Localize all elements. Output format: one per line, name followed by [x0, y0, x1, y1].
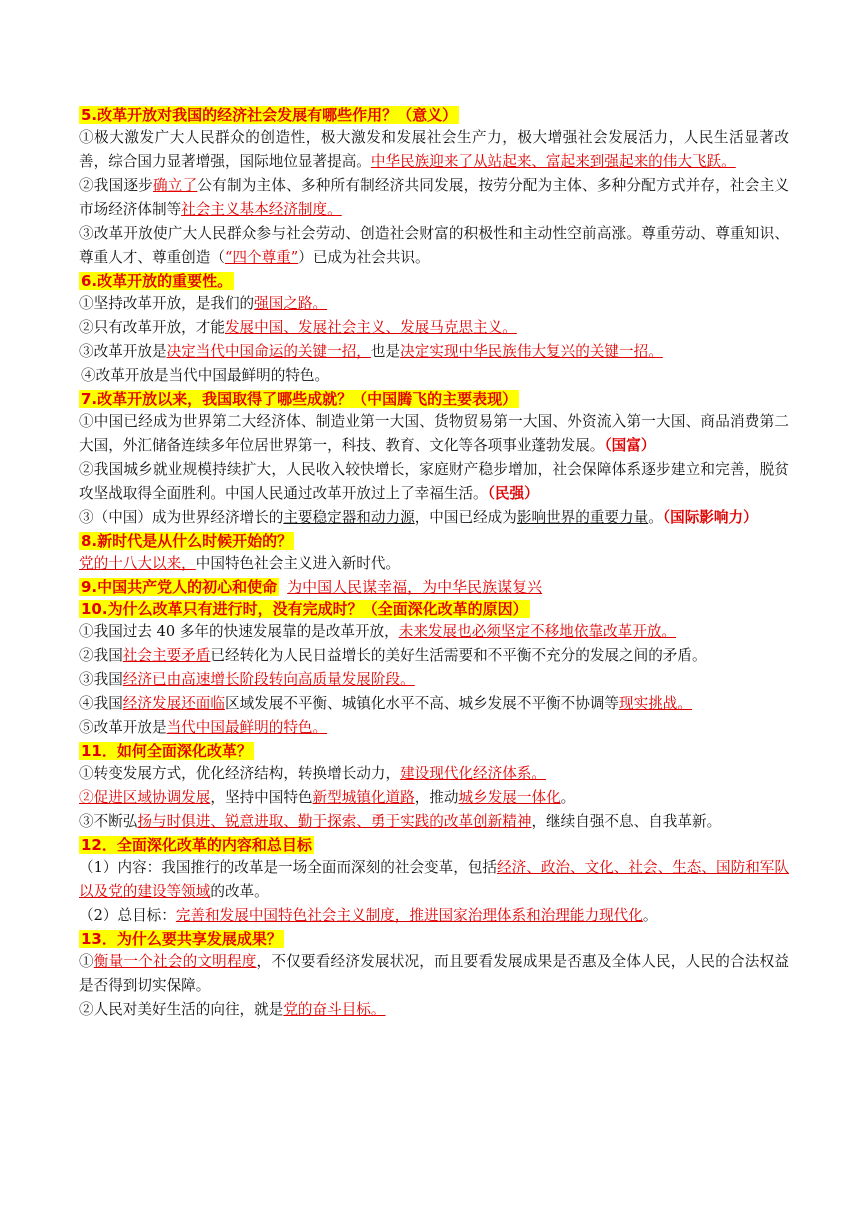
- q6-p2-text: ②只有改革开放，才能: [79, 319, 225, 336]
- q11-point-2: [79, 786, 789, 810]
- q13-p2-text: ②人民对美好生活的向往，就是: [79, 1001, 284, 1018]
- q12-p1-key: 经济、政治、文化、社会、生态、国防和军队以及党的建设等领域: [79, 859, 789, 900]
- q12-point-1: [79, 856, 789, 904]
- q5-p1-text: ①极大激发广大人民群众的创造性，极大激发和发展社会生产力，极大增强社会发展活力，人民生活显著改善，综合国力显著增强，国际地位显著提高。: [79, 129, 789, 170]
- q11-p3-key: 扬与时俱进、锐意进取、勤于探索、勇于实践的改革创新精神: [137, 813, 532, 830]
- q11-p1-text: ①转变发展方式，优化经济结构，转换增长动力，: [79, 765, 401, 782]
- q5-p3-text-b: ）已成为社会共识。: [298, 249, 430, 266]
- q5-p2-text-b: 公有制为主体、多种所有制经济共同发展，按劳分配为主体、多种分配方式并存，社会主义市场经济体制等: [79, 177, 789, 218]
- q5-p1-key: 中华民族迎来了从站起来、富起来到强起来的伟大飞跃。: [370, 153, 736, 170]
- q10-p2-text-a: ②我国: [79, 647, 123, 664]
- heading-q11-text: 11．如何全面深化改革？: [81, 742, 252, 760]
- q6-p4-text: ④改革开放是当代中国最鲜明的特色。: [81, 367, 330, 384]
- q10-p5-text: ⑤改革开放是: [79, 719, 167, 736]
- q11-p2-text-c: 。: [560, 789, 576, 806]
- document-body: [79, 104, 789, 1022]
- q10-p3-text: ③我国: [79, 671, 123, 688]
- q11-p3-text-b: ，继续自强不息、自我革新。: [531, 813, 722, 830]
- q5-point-2: [79, 174, 789, 222]
- q11-p1-key: 建设现代化经济体系。: [400, 765, 547, 782]
- q10-point-5: [79, 716, 789, 740]
- q5-p2-key-2: 社会主义基本经济制度。: [181, 201, 342, 218]
- q6-p3-text-a: ③改革开放是: [79, 343, 167, 360]
- heading-q10-text: 10.为什么改革只有进行时，没有完成时？（全面深化改革的原因）: [81, 600, 528, 618]
- q10-point-3: [79, 668, 789, 692]
- heading-q12: [79, 834, 789, 856]
- q5-p3-text-a: ③改革开放使广大人民群众参与社会劳动、创造社会财富的积极性和主动性空前高涨。尊重劳动、尊重知识、尊重人才、尊重创造（: [79, 225, 789, 266]
- q6-point-3: [79, 340, 789, 364]
- heading-q8-text: 8.新时代是从什么时候开始的？: [81, 532, 293, 550]
- heading-q12-text: 12．全面深化改革的内容和总目标: [81, 836, 312, 854]
- q10-p4-key-1: 经济发展还面临: [122, 695, 225, 712]
- q5-point-1: [79, 126, 789, 174]
- q6-point-1: [79, 292, 789, 316]
- heading-q5-text: 5.改革开放对我国的经济社会发展有哪些作用？（意义）: [81, 106, 458, 124]
- q12-p1-text-a: （1）内容：我国推行的改革是一场全面而深刻的社会变革，包括: [79, 859, 498, 876]
- q7-p3-tag: （国际影响力）: [662, 509, 758, 526]
- q6-point-4: [79, 364, 789, 388]
- q12-p1-text-b: 的改革。: [210, 883, 269, 900]
- q6-p2-key: 发展中国、发展社会主义、发展马克思主义。: [224, 319, 517, 336]
- q13-point-1: [79, 950, 789, 998]
- heading-q10: [79, 598, 789, 620]
- q7-point-2: [79, 458, 789, 506]
- q7-p3-underline-2: 影响世界的重要力量: [516, 509, 649, 526]
- q13-point-2: [79, 998, 789, 1022]
- q6-p3-key-2: 决定实现中华民族伟大复兴的关键一招。: [400, 343, 663, 360]
- q11-p2-key-3: 城乡发展一体化: [458, 789, 561, 806]
- q13-p1-text-b: ，不仅要看经济发展状况，而且要看发展成果是否惠及全体人民，人民的合法权益是否得到切实保障。: [79, 953, 789, 994]
- q6-p1-key: 强国之路。: [254, 295, 328, 312]
- q10-p3-key: 经济已由高速增长阶段转向高质量发展阶段。: [122, 671, 415, 688]
- q11-point-1: [79, 762, 789, 786]
- q8-p1-key: 党的十八大以来，: [79, 555, 196, 572]
- heading-q6: [79, 270, 789, 292]
- q7-point-1: [79, 410, 789, 458]
- q5-point-3: [79, 222, 789, 270]
- q12-p2-key: 完善和发展中国特色社会主义制度，推进国家治理体系和治理能力现代化: [175, 907, 643, 924]
- q10-p4-key-2: 现实挑战。: [619, 695, 692, 712]
- q13-p2-key: 党的奋斗目标。: [283, 1001, 386, 1018]
- q10-p4-text-b: 区域发展不平衡、城镇化水平不高、城乡发展不平衡不协调等: [224, 695, 620, 712]
- q7-p3-underline-1: 主要稳定器和动力源: [283, 509, 415, 526]
- q5-p2-text-a: ②我国逐步: [79, 177, 153, 194]
- q12-p2-text-b: 。: [642, 907, 658, 924]
- heading-q13-text: 13．为什么要共享发展成果？: [81, 930, 282, 948]
- heading-q13: [79, 928, 789, 950]
- q9-answer: 为中国人民谋幸福，为中华民族谋复兴: [287, 578, 543, 596]
- heading-q7-text: 7.改革开放以来，我国取得了哪些成就？（中国腾飞的主要表现）: [81, 390, 518, 408]
- q12-p2-text-a: （2）总目标：: [79, 907, 176, 924]
- q6-point-2: [79, 316, 789, 340]
- q8-point-1: [79, 552, 789, 576]
- q10-p1-key: 未来发展也必须坚定不移地依靠改革开放。: [398, 623, 677, 640]
- q7-p3-text-b: ，中国已经成为: [414, 509, 517, 526]
- q10-point-2: [79, 644, 789, 668]
- q7-p1-tag: （国富）: [604, 437, 656, 454]
- q11-p3-text-a: ③不断弘: [79, 813, 138, 830]
- q13-p1-text-a: ①: [79, 953, 94, 970]
- q10-p2-key: 社会主要矛盾: [122, 647, 211, 664]
- q10-p2-text-b: 已经转化为人民日益增长的美好生活需要和不平衡不充分的发展之间的矛盾。: [210, 647, 707, 664]
- q11-p2-key-2: 新型城镇化道路: [312, 789, 415, 806]
- q13-p1-key: 衡量一个社会的文明程度: [93, 953, 257, 970]
- q11-p2-text-b: ，推动: [414, 789, 459, 806]
- q10-p5-key: 当代中国最鲜明的特色。: [166, 719, 328, 736]
- q6-p1-text: ①坚持改革开放，是我们的: [79, 295, 255, 312]
- heading-q7: [79, 388, 789, 410]
- heading-q6-text: 6.改革开放的重要性。: [81, 272, 233, 290]
- q10-point-1: [79, 620, 789, 644]
- q11-p2-text-a: ，坚持中国特色: [210, 789, 313, 806]
- q8-p1-text: 中国特色社会主义进入新时代。: [195, 555, 401, 572]
- q10-p4-text-a: ④我国: [79, 695, 123, 712]
- heading-q9-text: 9.中国共产党人的初心和使命: [81, 578, 278, 596]
- q5-p2-key-1: 确立了: [152, 177, 198, 194]
- q7-p3-text-a: ③（中国）成为世界经济增长的: [79, 509, 284, 526]
- q10-p1-text: ①我国过去 40 多年的快速发展靠的是改革开放，: [79, 623, 399, 640]
- heading-q8: [79, 530, 789, 552]
- heading-q5: [79, 104, 789, 126]
- q5-p3-key: “四个尊重”: [224, 249, 299, 266]
- q7-point-3: [79, 506, 789, 530]
- q7-p2-text: ②我国城乡就业规模持续扩大，人民收入较快增长，家庭财产稳步增加，社会保障体系逐步建立和完善，脱贫攻坚战取得全面胜利。中国人民通过改革开放过上了幸福生活。: [79, 461, 789, 502]
- q7-p3-text-c: 。: [648, 509, 663, 526]
- q11-p2-key-1: ②促进区域协调发展: [79, 789, 211, 806]
- q7-p2-tag: （民强）: [487, 485, 539, 502]
- heading-q9: [79, 576, 789, 598]
- q6-p3-key-1: 决定当代中国命运的关键一招，: [166, 343, 371, 360]
- q12-point-2: [79, 904, 789, 928]
- heading-q11: [79, 740, 789, 762]
- q6-p3-text-b: 也是: [370, 343, 401, 360]
- q11-point-3: [79, 810, 789, 834]
- q10-point-4: [79, 692, 789, 716]
- q7-p1-text: ①中国已经成为世界第二大经济体、制造业第一大国、货物贸易第一大国、外资流入第一大国、商品消费第二大国，外汇储备连续多年位居世界第一，科技、教育、文化等各项事业蓬勃发展。: [79, 413, 789, 454]
